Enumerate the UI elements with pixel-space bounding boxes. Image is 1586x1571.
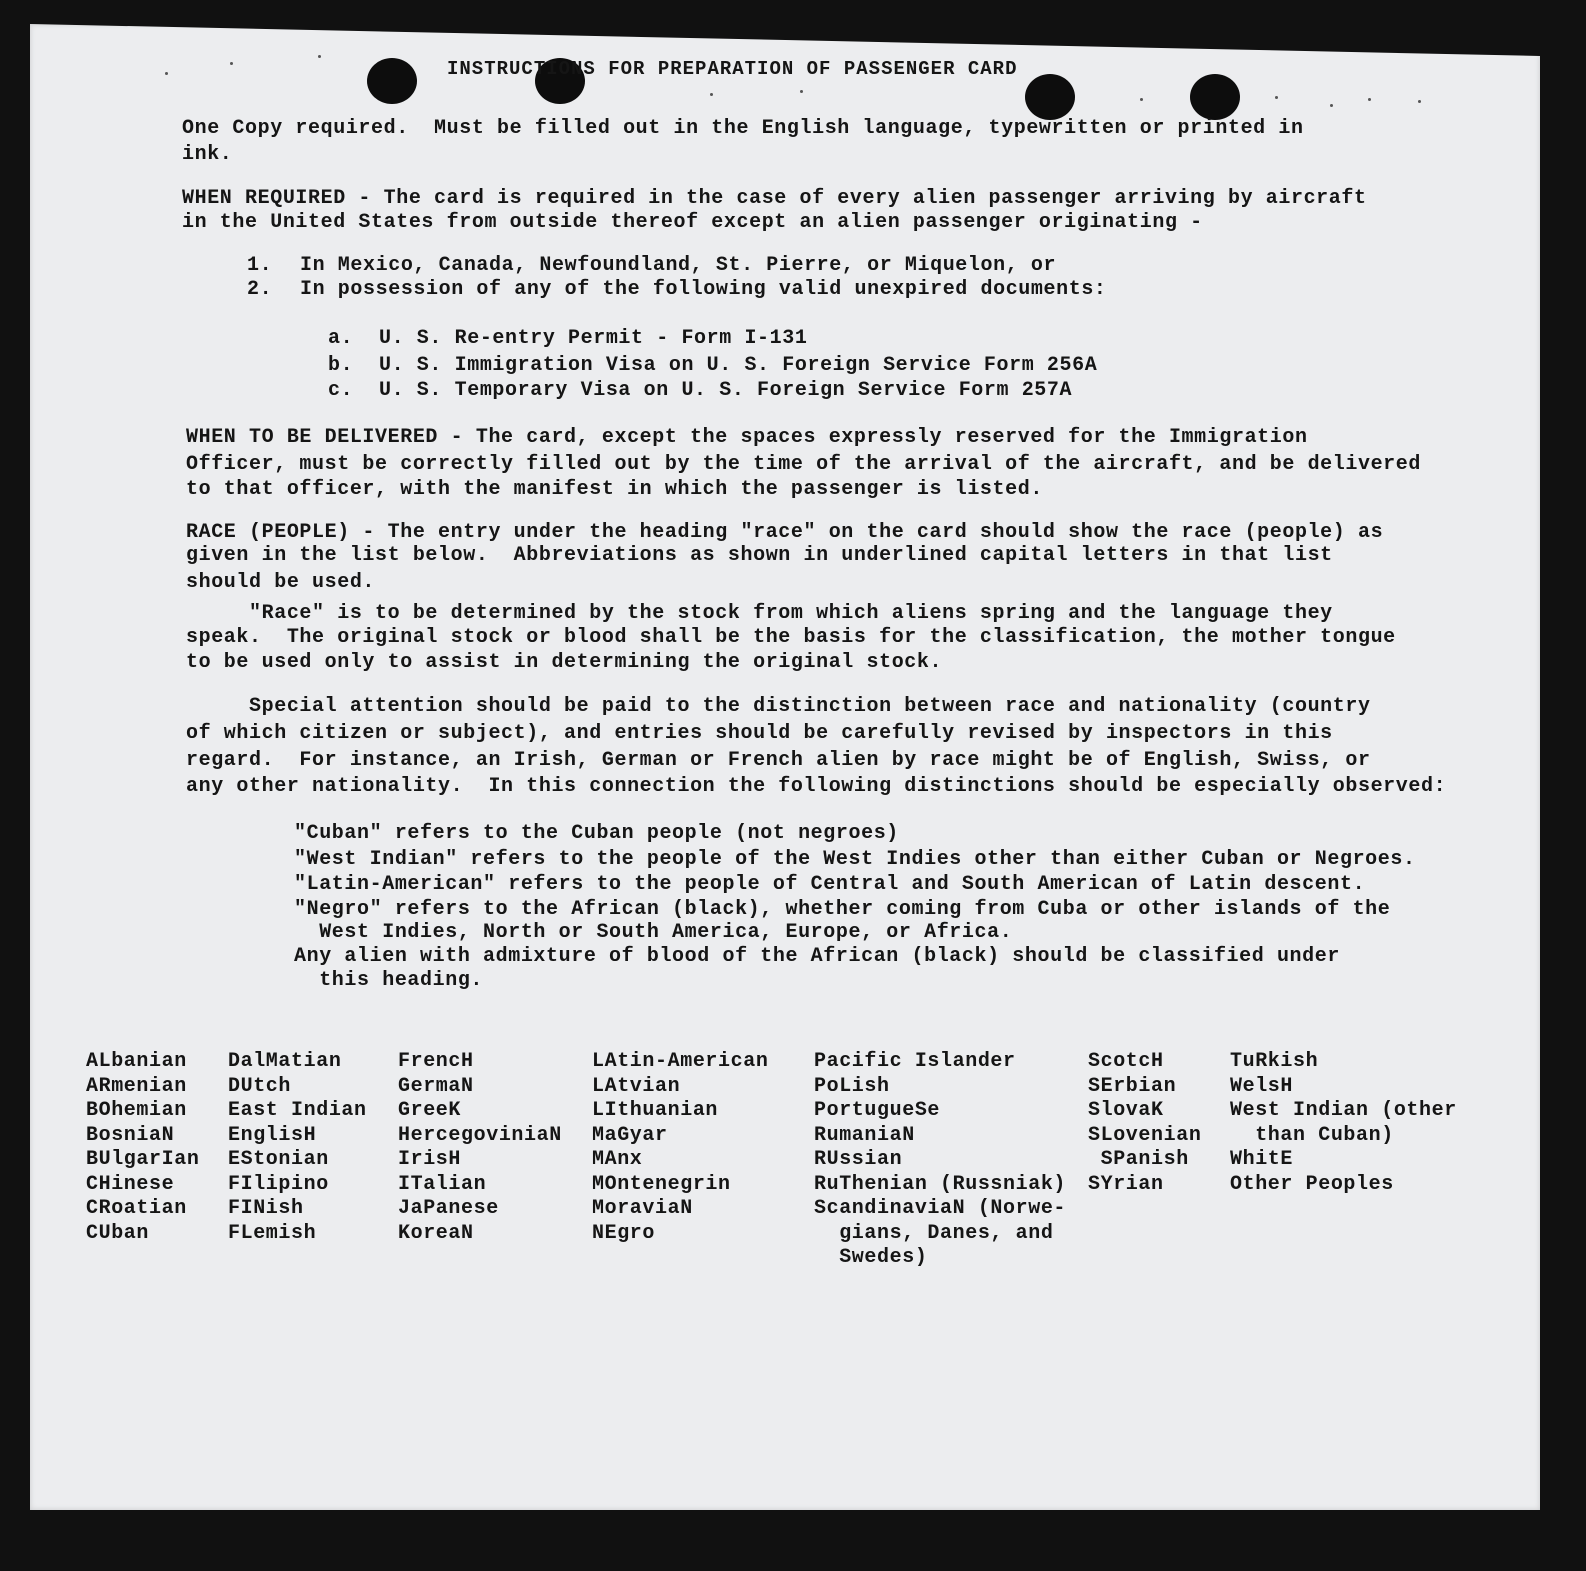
race-definition-line: "Race" is to be determined by the stock from which aliens spring and the language they [186,602,1333,625]
race-entry: ScandinaviaN (Norwe- [814,1197,1067,1220]
race-entry: FIlipino [228,1172,329,1196]
race-entry: BOhemian [86,1099,187,1122]
race-entry: ALbanian [86,1050,187,1073]
race-entry: East Indian [228,1099,367,1122]
race-entry: SlovaK [1088,1099,1164,1122]
speck [230,62,233,65]
race-entry: ITalian [398,1172,487,1196]
race-entry: MoraviaN [592,1197,693,1220]
distinction-line: this heading. [294,969,484,992]
race-entry: than Cuban) [1230,1123,1394,1147]
race-entry: EStonian [228,1148,329,1171]
race-entry: PoLish [814,1074,890,1098]
race-entry: WelsH [1230,1074,1294,1098]
distinction-line: "Latin-American" refers to the people of Central and South American of Latin descent. [294,873,1366,896]
speck [1368,98,1371,101]
distinction-line: "West Indian" refers to the people of the West Indies other than either Cuban or Negroes. [294,848,1416,871]
race-entry: ARmenian [86,1074,187,1098]
race-entry: LIthuanian [592,1099,719,1122]
race-entry: KoreaN [398,1221,474,1245]
race-entry: Swedes) [814,1246,928,1269]
speck [800,90,803,93]
race-people-line: should be used. [186,571,376,594]
race-entry: MaGyar [592,1123,668,1147]
special-attention-line: any other nationality. In this connection the following distinctions should be especially observed: [186,775,1447,798]
race-definition-line: speak. The original stock or blood shall be the basis for the classification, the mother tongue [186,626,1396,649]
punch-hole [1190,74,1240,120]
intro-line: One Copy required. Must be filled out in the English language, typewritten or printed in [182,117,1304,140]
when-required-line: in the United States from outside thereof except an alien passenger originating - [182,211,1203,234]
race-entry: SErbian [1088,1074,1177,1098]
race-entry: FLemish [228,1221,317,1245]
race-entry: PortugueSe [814,1099,941,1122]
race-entry: WhitE [1230,1148,1294,1171]
race-entry: BosniaN [86,1123,175,1147]
race-entry: GreeK [398,1099,462,1122]
race-entry: GermaN [398,1074,474,1098]
when-delivered-line: WHEN TO BE DELIVERED - The card, except the spaces expressly reserved for the Immigration [186,426,1308,449]
speck [1275,96,1278,99]
document-item-letter: b. [328,354,354,377]
special-attention-line: regard. For instance, an Irish, German or French alien by race might be of English, Swiss, or [186,749,1371,772]
distinction-line: "Cuban" refers to the Cuban people (not negroes) [294,822,899,845]
intro-line: ink. [182,143,233,166]
speck [1140,98,1143,101]
document-item-letter: c. [328,379,354,402]
distinction-line: "Negro" refers to the African (black), whether coming from Cuba or other islands of the [294,898,1391,921]
speck [1418,100,1421,103]
race-entry: SYrian [1088,1172,1164,1196]
numbered-item-text: In possession of any of the following valid unexpired documents: [300,278,1107,301]
race-entry: ScotcH [1088,1050,1164,1073]
race-people-line: RACE (PEOPLE) - The entry under the heading "race" on the card should show the race (people) as [186,521,1384,544]
speck [318,55,321,58]
special-attention-line: Special attention should be paid to the distinction between race and nationality (country [186,695,1371,718]
speck [710,93,713,96]
race-entry: West Indian (other [1230,1099,1457,1122]
race-entry: Other Peoples [1230,1172,1394,1196]
distinction-line: West Indies, North or South America, Europe, or Africa. [294,921,1013,944]
race-entry: FINish [228,1197,304,1220]
race-entry: BUlgarIan [86,1148,200,1171]
race-entry: FrencH [398,1050,474,1073]
race-entry: Pacific Islander [814,1050,1016,1073]
race-entry: RUssian [814,1148,903,1171]
race-people-line: given in the list below. Abbreviations as shown in underlined capital letters in that list [186,544,1333,567]
race-entry: SPanish [1088,1148,1189,1171]
race-entry: gians, Danes, and [814,1221,1054,1245]
document-item-letter: a. [328,327,354,350]
when-required-line: WHEN REQUIRED - The card is required in the case of every alien passenger arriving by aircraft [182,187,1367,210]
race-entry: LAtvian [592,1074,681,1098]
numbered-item-text: In Mexico, Canada, Newfoundland, St. Pierre, or Miquelon, or [300,254,1057,277]
race-entry: EnglisH [228,1123,317,1147]
numbered-item-number: 2. [247,278,273,301]
race-entry: MOntenegrin [592,1172,731,1196]
race-entry: CRoatian [86,1197,187,1220]
race-entry: CHinese [86,1172,175,1196]
document-title: INSTRUCTIONS FOR PREPARATION OF PASSENGER CARD [447,58,1018,80]
numbered-item-number: 1. [247,254,273,277]
race-entry: NEgro [592,1221,656,1245]
race-entry: SLovenian [1088,1123,1202,1147]
speck [1330,104,1333,107]
distinction-line: Any alien with admixture of blood of the African (black) should be classified under [294,945,1340,968]
race-entry: RumaniaN [814,1123,915,1147]
race-entry: CUban [86,1221,150,1245]
special-attention-line: of which citizen or subject), and entries should be carefully revised by inspectors in this [186,722,1333,745]
race-entry: MAnx [592,1148,643,1171]
punch-hole [367,58,417,104]
race-entry: HercegoviniaN [398,1123,562,1147]
speck [165,72,168,75]
race-entry: JaPanese [398,1197,499,1220]
when-delivered-line: to that officer, with the manifest in which the passenger is listed. [186,478,1043,501]
race-entry: DalMatian [228,1050,342,1073]
race-entry: DUtch [228,1074,292,1098]
race-entry: LAtin-American [592,1050,769,1073]
document-item-text: U. S. Immigration Visa on U. S. Foreign Service Form 256A [379,354,1098,377]
document-item-text: U. S. Temporary Visa on U. S. Foreign Service Form 257A [379,379,1073,402]
race-definition-line: to be used only to assist in determining the original stock. [186,651,943,674]
punch-hole [1025,74,1075,120]
race-entry: RuThenian (Russniak) [814,1172,1067,1196]
race-entry: IrisH [398,1148,462,1171]
when-delivered-line: Officer, must be correctly filled out by the time of the arrival of the aircraft, and be delivered [186,453,1421,476]
race-entry: TuRkish [1230,1050,1319,1073]
document-item-text: U. S. Re-entry Permit - Form I-131 [379,327,808,350]
